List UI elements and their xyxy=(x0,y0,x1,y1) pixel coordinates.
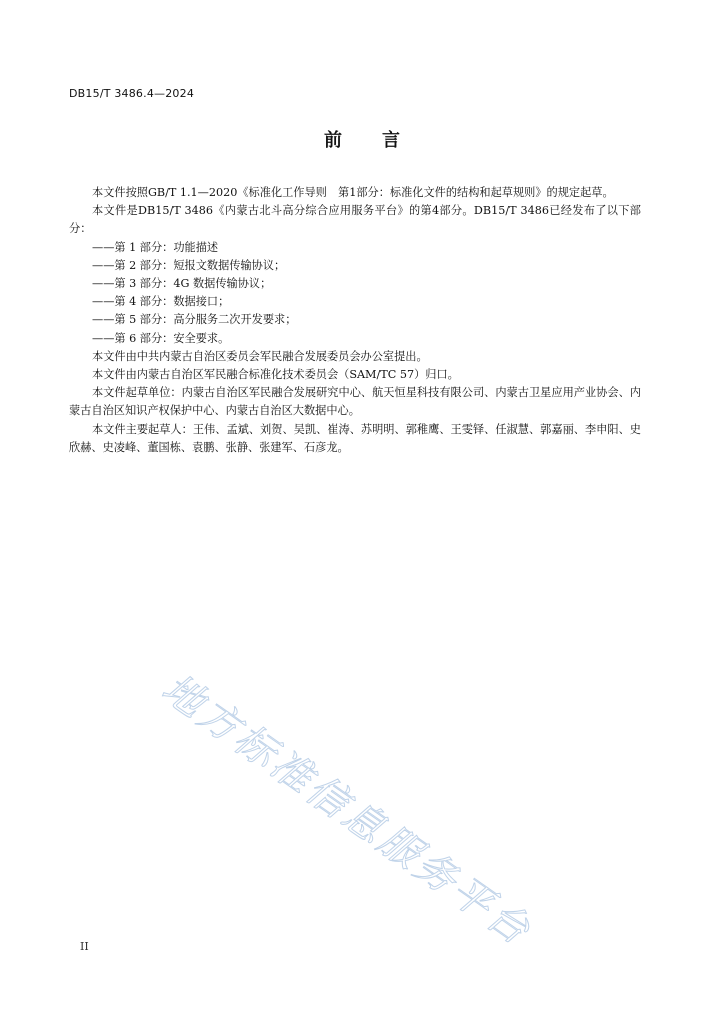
list-item: ——第 6 部分：安全要求。 xyxy=(92,331,230,345)
watermark: 地方标准信息服务平台 xyxy=(153,665,541,956)
list-item: ——第 1 部分：功能描述 xyxy=(92,240,219,254)
foreword-body xyxy=(69,184,641,457)
paragraph-centralized-by: 本文件由内蒙古自治区军民融合标准化技术委员会（SAM/TC 57）归口。 xyxy=(92,368,459,382)
paragraph-parts-intro: 本文件是DB15/T 3486《内蒙古北斗高分综合应用服务平台》的第4部分。DB15/T 3486已经发布了以下部分： xyxy=(69,204,641,236)
page-number: II xyxy=(80,940,89,953)
page-title: 前言 xyxy=(324,130,440,151)
paragraph-drafting-units: 本文件起草单位：内蒙古自治区军民融合发展研究中心、航天恒星科技有限公司、内蒙古卫星应用产业协会、内蒙古自治区知识产权保护中心、内蒙古自治区大数据中心。 xyxy=(69,386,641,418)
list-item: ——第 5 部分：高分服务二次开发要求； xyxy=(92,313,297,327)
document-code: DB15/T 3486.4—2024 xyxy=(69,87,195,100)
list-item: ——第 2 部分：短报文数据传输协议； xyxy=(92,258,286,272)
paragraph-drafting-basis: 本文件按照GB/T 1.1—2020《标准化工作导则 第1部分：标准化文件的结构和起草规则》的规定起草。 xyxy=(92,186,614,199)
list-item: ——第 3 部分：4G 数据传输协议； xyxy=(92,277,272,291)
list-item: ——第 4 部分：数据接口； xyxy=(92,295,230,309)
paragraph-proposer: 本文件由中共内蒙古自治区委员会军民融合发展委员会办公室提出。 xyxy=(92,349,428,363)
paragraph-drafters: 本文件主要起草人：王伟、孟斌、刘贺、吴凯、崔涛、苏明明、郭稚鹰、王雯铎、任淑慧、郭嘉丽、李申阳、史欣赫、史凌峰、董国栋、袁鹏、张静、张建军、石彦龙。 xyxy=(69,422,641,454)
